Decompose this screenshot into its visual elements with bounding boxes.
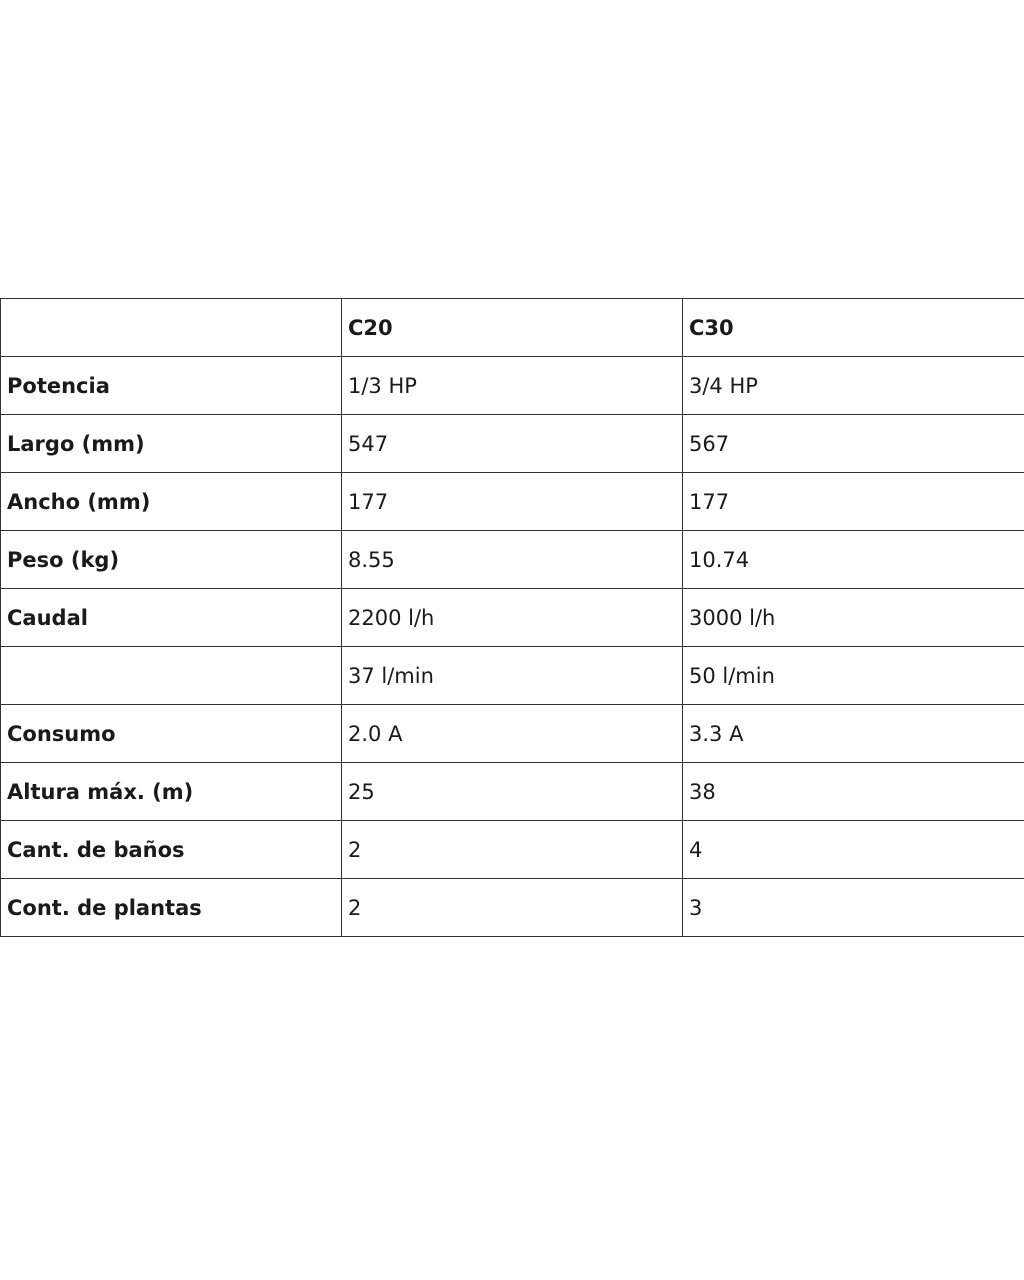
table-row bbox=[1, 357, 1024, 415]
header-cell-c20: C20 bbox=[342, 299, 683, 357]
c30-value: 38 bbox=[683, 763, 1024, 821]
c20-value: 177 bbox=[342, 473, 683, 531]
c30-value: 177 bbox=[683, 473, 1024, 531]
table-row bbox=[1, 589, 1024, 647]
c30-value: 4 bbox=[683, 821, 1024, 879]
header-cell-c30: C30 bbox=[683, 299, 1024, 357]
c30-value: 3 bbox=[683, 879, 1024, 937]
c30-value: 3.3 A bbox=[683, 705, 1024, 763]
c20-value: 2.0 A bbox=[342, 705, 683, 763]
c20-value: 8.55 bbox=[342, 531, 683, 589]
c30-value: 567 bbox=[683, 415, 1024, 473]
row-label bbox=[1, 647, 342, 705]
row-label: Caudal bbox=[1, 589, 342, 647]
row-label: Ancho (mm) bbox=[1, 473, 342, 531]
c20-value: 2 bbox=[342, 821, 683, 879]
table-row bbox=[1, 763, 1024, 821]
spec-table bbox=[0, 298, 1024, 937]
table-row bbox=[1, 473, 1024, 531]
row-label: Altura máx. (m) bbox=[1, 763, 342, 821]
c30-value: 3000 l/h bbox=[683, 589, 1024, 647]
table-row bbox=[1, 705, 1024, 763]
c30-value: 3/4 HP bbox=[683, 357, 1024, 415]
c20-value: 37 l/min bbox=[342, 647, 683, 705]
c30-value: 10.74 bbox=[683, 531, 1024, 589]
table-row bbox=[1, 821, 1024, 879]
table-row bbox=[1, 647, 1024, 705]
row-label: Largo (mm) bbox=[1, 415, 342, 473]
row-label: Potencia bbox=[1, 357, 342, 415]
table-row bbox=[1, 415, 1024, 473]
header-cell-empty bbox=[1, 299, 342, 357]
c30-value: 50 l/min bbox=[683, 647, 1024, 705]
row-label: Cant. de baños bbox=[1, 821, 342, 879]
row-label: Consumo bbox=[1, 705, 342, 763]
table-row bbox=[1, 531, 1024, 589]
c20-value: 547 bbox=[342, 415, 683, 473]
c20-value: 2200 l/h bbox=[342, 589, 683, 647]
c20-value: 1/3 HP bbox=[342, 357, 683, 415]
c20-value: 25 bbox=[342, 763, 683, 821]
c20-value: 2 bbox=[342, 879, 683, 937]
row-label: Cont. de plantas bbox=[1, 879, 342, 937]
table-row bbox=[1, 879, 1024, 937]
row-label: Peso (kg) bbox=[1, 531, 342, 589]
table-header-row bbox=[1, 299, 1024, 357]
